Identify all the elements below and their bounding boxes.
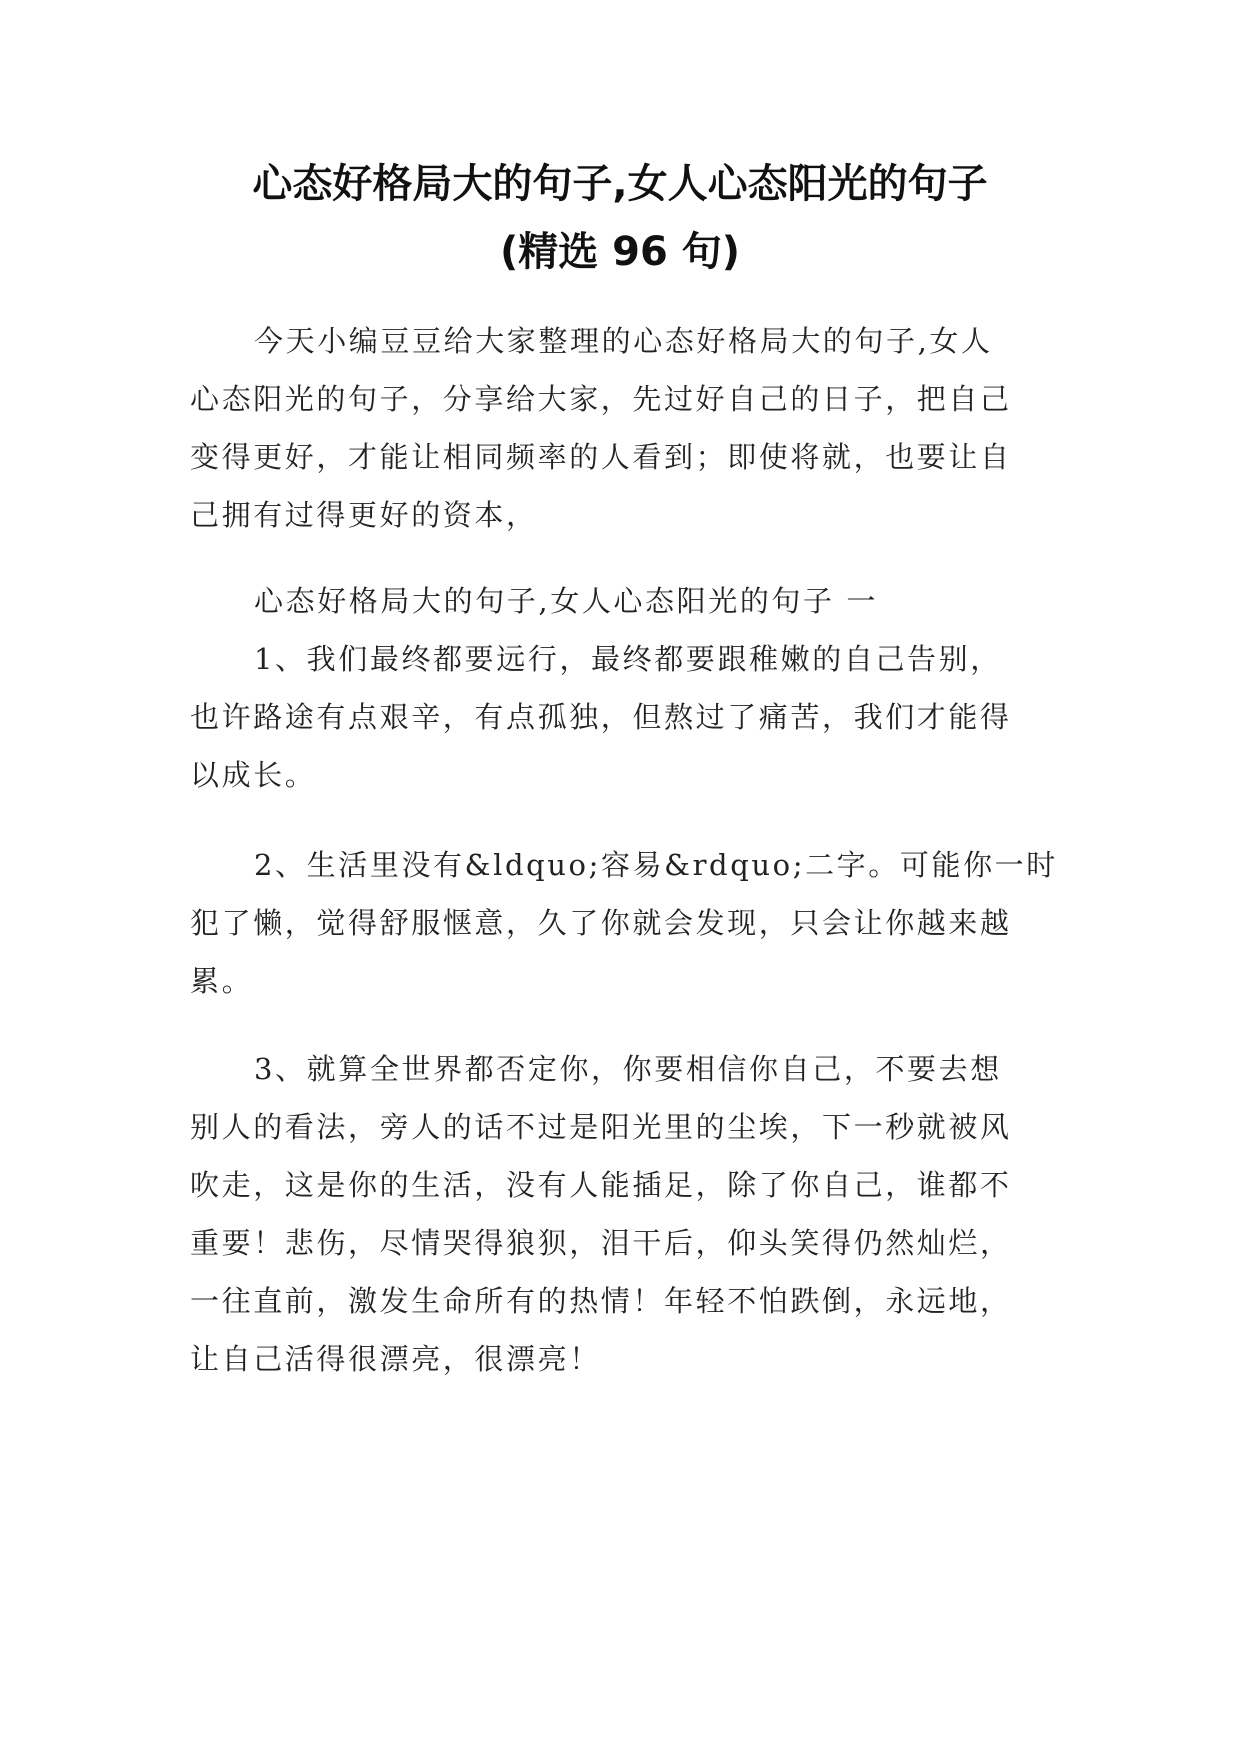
item-2-paragraph	[190, 836, 1070, 1010]
item-3-line-4: 重要！悲伤，尽情哭得狼狈，泪干后，仰头笑得仍然灿烂，	[190, 1226, 1012, 1260]
intro-line-4: 己拥有过得更好的资本，	[190, 498, 538, 532]
section-heading	[190, 572, 1070, 630]
document-title	[150, 150, 1090, 286]
item-3-line-1: 3、就算全世界都否定你，你要相信你自己，不要去想	[254, 1052, 1002, 1086]
item-3-line-2: 别人的看法，旁人的话不过是阳光里的尘埃，下一秒就被风	[190, 1110, 1012, 1144]
item-1-line-1: 1、我们最终都要远行，最终都要跟稚嫩的自己告别，	[254, 642, 1002, 676]
title-line-1: 心态好格局大的句子,女人心态阳光的句子	[252, 161, 988, 207]
item-1-line-3: 以成长。	[190, 758, 317, 792]
item-3-line-5: 一往直前，激发生命所有的热情！年轻不怕跌倒，永远地，	[190, 1284, 1012, 1318]
item-3-line-3: 吹走，这是你的生活，没有人能插足，除了你自己，谁都不	[190, 1168, 1012, 1202]
item-3-line-6: 让自己活得很漂亮，很漂亮！	[190, 1342, 601, 1376]
item-2-line-2: 犯了懒，觉得舒服惬意，久了你就会发现，只会让你越来越	[190, 906, 1012, 940]
item-3-paragraph	[190, 1040, 1070, 1388]
item-1-line-2: 也许路途有点艰辛，有点孤独，但熬过了痛苦，我们才能得	[190, 700, 1012, 734]
intro-paragraph	[190, 312, 1070, 544]
intro-line-2: 心态阳光的句子，分享给大家，先过好自己的日子，把自己	[190, 382, 1012, 416]
item-2-line-3: 累。	[190, 964, 254, 998]
section-heading-text: 心态好格局大的句子,女人心态阳光的句子 一	[254, 584, 879, 618]
item-1-paragraph	[190, 630, 1070, 804]
intro-line-3: 变得更好，才能让相同频率的人看到；即使将就，也要让自	[190, 440, 1012, 474]
item-2-line-1: 2、生活里没有&ldquo;容易&rdquo;二字。可能你一时	[254, 848, 1058, 882]
title-line-2: (精选 96 句)	[499, 229, 741, 275]
intro-line-1: 今天小编豆豆给大家整理的心态好格局大的句子,女人	[254, 324, 993, 358]
